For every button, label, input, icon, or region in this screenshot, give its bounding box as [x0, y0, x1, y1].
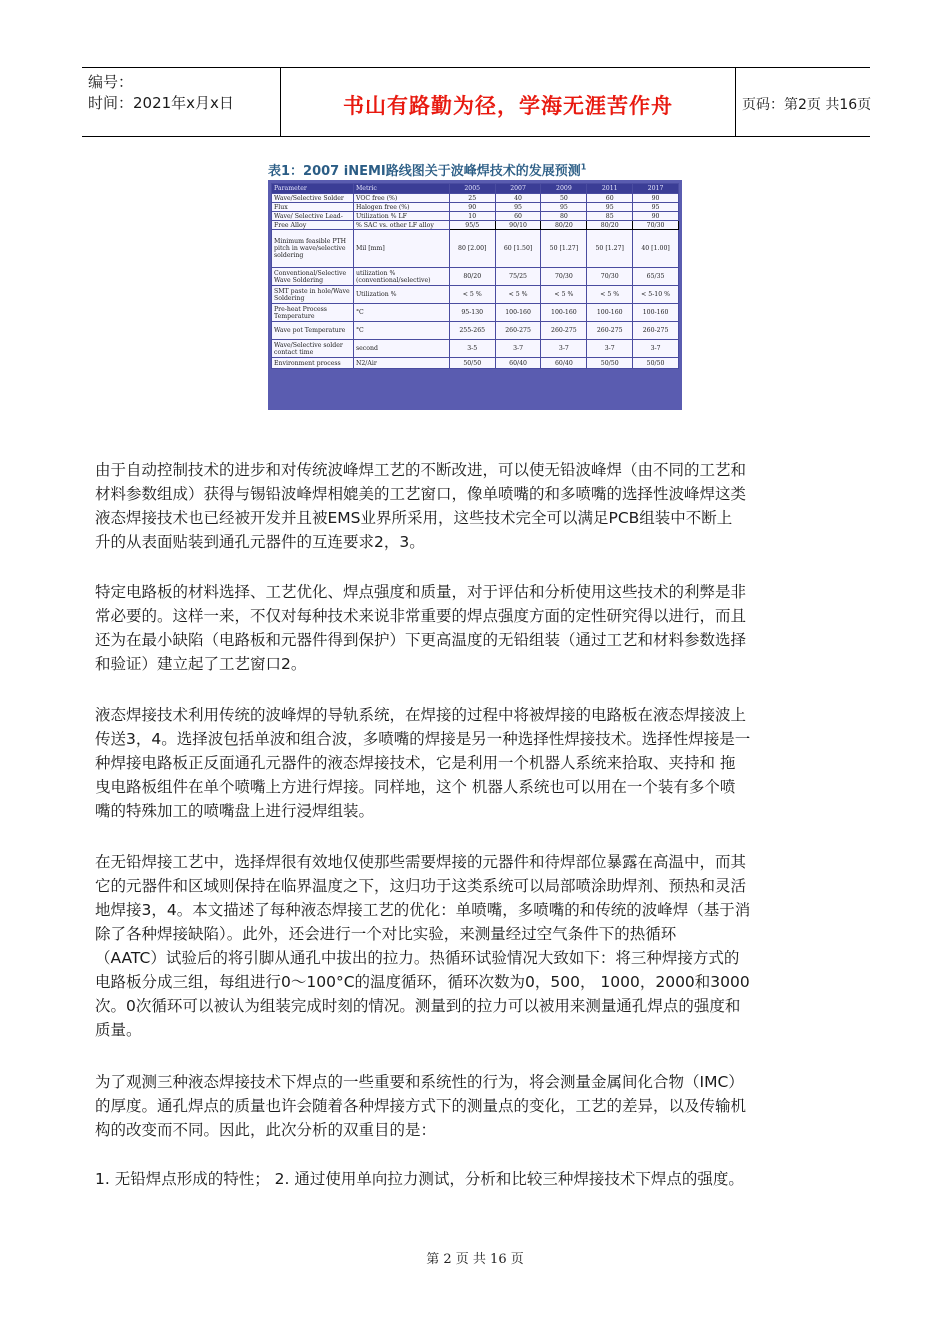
table-row	[272, 340, 679, 358]
text-line: 质量。	[95, 1021, 142, 1039]
value-cell: 65/35	[633, 268, 679, 286]
value-cell: 3-7	[541, 340, 587, 358]
text-line: 升的从表面贴装到通孔元器件的互连要求2，3。	[95, 533, 425, 551]
value-cell: 100-160	[495, 304, 541, 322]
text-line: 由于自动控制技术的进步和对传统波峰焊工艺的不断改进，可以使无铅波峰焊（由不同的工艺和	[95, 461, 747, 479]
metric-cell: second	[353, 340, 449, 358]
table-row	[272, 221, 679, 230]
parameter-cell: Flux	[272, 203, 354, 212]
text-line: （AATC）试验后的将引脚从通孔中拔出的拉力。热循环试验情况大致如下：将三种焊接方式的	[95, 949, 740, 967]
metric-cell: Mil [mm]	[353, 230, 449, 268]
text-line: 常必要的。这样一来，不仅对每种技术来说非常重要的焊点强度方面的定性研究得以进行，而且	[95, 607, 747, 625]
value-cell: 60/40	[495, 358, 541, 369]
value-cell: 80	[541, 212, 587, 221]
text-line: 和验证）建立起了工艺窗口2。	[95, 655, 307, 673]
text-line: 构的改变而不同。因此，此次分析的双重目的是：	[95, 1121, 437, 1139]
parameter-cell: Wave/ Selective Lead-	[272, 212, 354, 221]
parameter-cell: Environment process	[272, 358, 354, 369]
text-line: 嘴的特殊加工的喷嘴盘上进行浸焊组装。	[95, 802, 375, 820]
paragraph-2	[95, 580, 855, 676]
value-cell: 95-130	[449, 304, 495, 322]
value-cell: 75/25	[495, 268, 541, 286]
value-cell: 255-265	[449, 322, 495, 340]
value-cell: 260-275	[587, 322, 633, 340]
value-cell: 60 [1.50]	[495, 230, 541, 268]
text-line: 液态焊接技术利用传统的波峰焊的导轨系统，在焊接的过程中将被焊接的电路板在液态焊接波上	[95, 706, 747, 724]
column-header: 2005	[449, 184, 495, 194]
value-cell: 260-275	[633, 322, 679, 340]
text-line: 1. 无铅焊点形成的特性； 2. 通过使用单向拉力测试，分析和比较三种焊接技术下焊点的强度。	[95, 1170, 744, 1188]
value-cell: 95	[587, 203, 633, 212]
value-cell: < 5 %	[449, 286, 495, 304]
value-cell: 100-160	[541, 304, 587, 322]
metric-cell: N2/Air	[353, 358, 449, 369]
table-row	[272, 268, 679, 286]
parameter-cell: Wave/Selective Solder	[272, 194, 354, 203]
text-line: 曳电路板组件在单个喷嘴上方进行焊接。同样地，这个 机器人系统也可以用在一个装有多个喷	[95, 778, 736, 796]
value-cell: 80/20	[449, 268, 495, 286]
date-label: 时间：2021年x月x日	[88, 94, 234, 112]
value-cell: 260-275	[495, 322, 541, 340]
parameter-cell: Pre-heat Process Temperature	[272, 304, 354, 322]
parameter-cell: SMT paste in hole/Wave Soldering	[272, 286, 354, 304]
metric-cell: Utilization % LF	[353, 212, 449, 221]
value-cell: 10	[449, 212, 495, 221]
paragraph-3	[95, 703, 855, 823]
value-cell: 50	[541, 194, 587, 203]
value-cell: 25	[449, 194, 495, 203]
metric-cell: °C	[353, 304, 449, 322]
value-cell: 50/50	[633, 358, 679, 369]
table-title-text: 表1：2007 iNEMI路线图关于波峰焊技术的发展预测	[268, 164, 581, 179]
column-header: 2017	[633, 184, 679, 194]
roadmap-table	[271, 183, 679, 369]
value-cell: < 5 %	[541, 286, 587, 304]
value-cell: 3-7	[495, 340, 541, 358]
column-header: 2007	[495, 184, 541, 194]
table-title	[268, 160, 586, 179]
value-cell: < 5-10 %	[633, 286, 679, 304]
column-header: 2009	[541, 184, 587, 194]
column-header: Metric	[353, 184, 449, 194]
value-cell: 60/40	[541, 358, 587, 369]
value-cell: 60	[495, 212, 541, 221]
value-cell: 95	[541, 203, 587, 212]
value-cell: 50/50	[449, 358, 495, 369]
metric-cell: VOC free (%)	[353, 194, 449, 203]
value-cell: 90/10	[495, 221, 541, 230]
table-row	[272, 230, 679, 268]
paragraph-5	[95, 1070, 855, 1142]
parameter-cell: Wave pot Temperature	[272, 322, 354, 340]
table-row	[272, 212, 679, 221]
text-line: 在无铅焊接工艺中，选择焊很有效地仅使那些需要焊接的元器件和待焊部位暴露在高温中，而其	[95, 853, 747, 871]
paragraph-6	[95, 1167, 855, 1191]
value-cell: 50 [1.27]	[541, 230, 587, 268]
parameter-cell: Free Alloy	[272, 221, 354, 230]
value-cell: 260-275	[541, 322, 587, 340]
value-cell: 40 [1.00]	[633, 230, 679, 268]
value-cell: 50 [1.27]	[587, 230, 633, 268]
page-header	[82, 67, 870, 137]
column-header: Parameter	[272, 184, 354, 194]
value-cell: 50/50	[587, 358, 633, 369]
metric-cell: °C	[353, 322, 449, 340]
table-row	[272, 286, 679, 304]
value-cell: 40	[495, 194, 541, 203]
paragraph-4	[95, 850, 855, 1042]
value-cell: 3-5	[449, 340, 495, 358]
parameter-cell: Minimum feasible PTH pitch in wave/selective soldering	[272, 230, 354, 268]
table-title-superscript: 1	[580, 162, 587, 172]
text-line: 它的元器件和区域则保持在临界温度之下，这归功于这类系统可以局部喷涂助焊剂、预热和灵活	[95, 877, 747, 895]
text-line: 种焊接电路板正反面通孔元器件的液态焊接技术，它是利用一个机器人系统来拾取、夹持和 拖	[95, 754, 736, 772]
value-cell: < 5 %	[495, 286, 541, 304]
text-line: 传送3，4。选择波包括单波和组合波，多喷嘴的焊接是另一种选择性焊接技术。选择性焊接是一	[95, 730, 751, 748]
table-row	[272, 194, 679, 203]
text-line: 液态焊接技术也已经被开发并且被EMS业界所采用，这些技术完全可以满足PCB组装中不断上	[95, 509, 733, 527]
value-cell: 85	[587, 212, 633, 221]
text-line: 为了观测三种液态焊接技术下焊点的一些重要和系统性的行为，将会测量金属间化合物（IMC）	[95, 1073, 744, 1091]
page-number-label: 页码：第2页 共16页	[742, 97, 872, 113]
table-figure	[268, 180, 682, 410]
table-row	[272, 203, 679, 212]
text-line: 的厚度。通孔焊点的质量也许会随着各种焊接方式下的测量点的变化，工艺的差异，以及传输机	[95, 1097, 747, 1115]
header-motto-cell	[281, 68, 736, 136]
value-cell: 3-7	[587, 340, 633, 358]
paragraph-1	[95, 458, 855, 554]
value-cell: 95	[633, 203, 679, 212]
value-cell: 90	[449, 203, 495, 212]
metric-cell: Halogen free (%)	[353, 203, 449, 212]
header-page-cell	[736, 68, 870, 136]
table-header-row	[272, 184, 679, 194]
value-cell: 100-160	[633, 304, 679, 322]
table-row	[272, 358, 679, 369]
value-cell: 95/5	[449, 221, 495, 230]
number-label: 编号：	[88, 73, 134, 91]
header-left-cell	[82, 68, 281, 136]
text-line: 次。0次循环可以被认为组装完成时刻的情况。测量到的拉力可以被用来测量通孔焊点的强度和	[95, 997, 741, 1015]
metric-cell: utilization % (conventional/selective)	[353, 268, 449, 286]
value-cell: 70/30	[541, 268, 587, 286]
text-line: 电路板分成三组，每组进行0～100°C的温度循环，循环次数为0，500， 1000，2000和3000	[95, 973, 750, 991]
table-row	[272, 322, 679, 340]
page-footer: 第 2 页 共 16 页	[426, 1252, 524, 1267]
value-cell: 90	[633, 194, 679, 203]
value-cell: < 5 %	[587, 286, 633, 304]
value-cell: 60	[587, 194, 633, 203]
value-cell: 3-7	[633, 340, 679, 358]
motto: 书山有路勤为径，学海无涯苦作舟	[343, 94, 673, 118]
value-cell: 80 [2.00]	[449, 230, 495, 268]
table-row	[272, 304, 679, 322]
text-line: 特定电路板的材料选择、工艺优化、焊点强度和质量，对于评估和分析使用这些技术的利弊是非	[95, 583, 747, 601]
value-cell: 80/20	[541, 221, 587, 230]
text-line: 材料参数组成）获得与锡铅波峰焊相媲美的工艺窗口，像单喷嘴的和多喷嘴的选择性波峰焊这类	[95, 485, 747, 503]
value-cell: 70/30	[587, 268, 633, 286]
text-line: 地焊接3，4。本文描述了每种液态焊接工艺的优化：单喷嘴，多喷嘴的和传统的波峰焊（基于消	[95, 901, 751, 919]
metric-cell: % SAC vs. other LF alloy	[353, 221, 449, 230]
text-line: 除了各种焊接缺陷）。此外，还会进行一个对比实验，来测量经过空气条件下的热循环	[95, 925, 677, 943]
value-cell: 90	[633, 212, 679, 221]
parameter-cell: Wave/Selective solder contact time	[272, 340, 354, 358]
parameter-cell: Conventional/Selective Wave Soldering	[272, 268, 354, 286]
value-cell: 80/20	[587, 221, 633, 230]
value-cell: 95	[495, 203, 541, 212]
value-cell: 100-160	[587, 304, 633, 322]
value-cell: 70/30	[633, 221, 679, 230]
metric-cell: Utilization %	[353, 286, 449, 304]
column-header: 2011	[587, 184, 633, 194]
text-line: 还为在最小缺陷（电路板和元器件得到保护）下更高温度的无铅组装（通过工艺和材料参数选择	[95, 631, 747, 649]
